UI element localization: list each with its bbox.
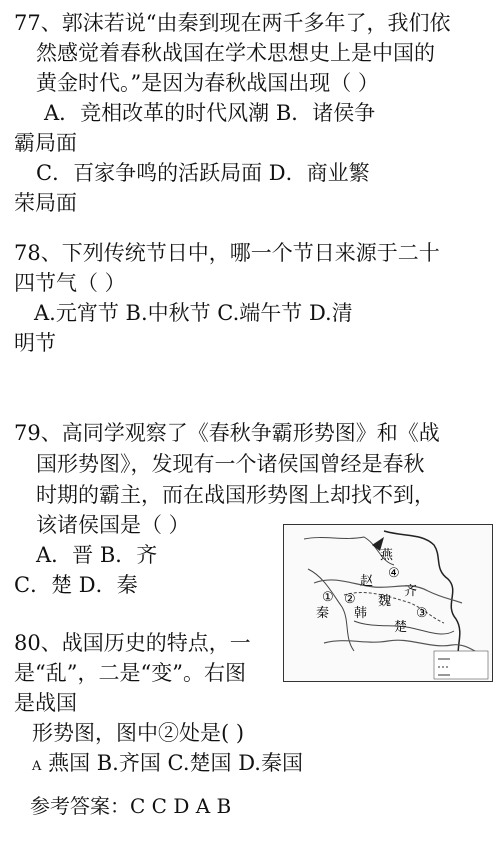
warring-states-map [283,524,493,682]
q79-line-1: 79、高同学观察了《春秋争霸形势图》和《战 [14,421,440,445]
q79-line-4: 该诸侯国是（ ） [36,513,190,537]
q78-option-d-cont: 明节 [14,331,56,355]
map-marker-3: ③ [416,606,428,621]
q79-options-a-b: A．晋 B．齐 [36,543,158,567]
q77-option-a-b: A．竞相改革的时代风潮 B．诸侯争 [44,101,376,125]
q78-options: A.元宵节 B.中秋节 C.端午节 D.清 [34,301,353,325]
q79-options-c-d: C．楚 D．秦 [14,573,138,597]
q77-option-b-cont: 霸局面 [14,131,77,155]
q80-line-3: 是战国 [14,691,77,715]
q77-option-c-d: C．百家争鸣的活跃局面 D．商业繁 [36,161,370,185]
map-marker-4: ④ [388,566,400,581]
map-svg [284,525,492,681]
q78-line-2: 四节气（ ） [14,271,126,295]
map-label-zhao: 赵 [360,574,374,589]
q80-options-text: 燕国 B.齐国 C.楚国 D.秦国 [41,751,303,775]
q80-option-a-letter: A [32,759,42,774]
map-label-wei: 魏 [378,594,392,609]
q77-option-d-cont: 荣局面 [14,191,77,215]
q80-line-2: 是“乱”，二是“变”。右图 [14,661,246,685]
q80-line-4: 形势图，图中②处是( ) [32,721,245,745]
map-label-han: 韩 [354,606,368,621]
map-label-chu: 楚 [394,620,408,635]
map-marker-2: ② [344,592,356,607]
q77-line-3: 黄金时代。”是因为春秋战国出现（ ） [36,71,379,95]
q80-options [32,750,303,780]
map-label-yan: 燕 [380,548,394,563]
q79-line-3: 时期的霸主，而在战国形势图上却找不到， [36,483,435,507]
q77-line-2: 然感觉着春秋战国在学术思想史上是中国的 [36,41,435,65]
map-marker-1: ① [322,590,334,605]
map-label-qin: 秦 [316,606,330,621]
answer-key: 参考答案：C C D A B [30,794,232,818]
map-label-qi: 齐 [404,584,418,599]
q80-line-1: 80、战国历史的特点，一 [14,631,251,655]
q77-line-1: 77、郭沫若说“由秦到现在两千多年了，我们依 [14,11,451,35]
q78-line-1: 78、下列传统节日中，哪一个节日来源于二十 [14,241,440,265]
q79-line-2: 国形势图》，发现有一个诸侯国曾经是春秋 [36,452,425,476]
